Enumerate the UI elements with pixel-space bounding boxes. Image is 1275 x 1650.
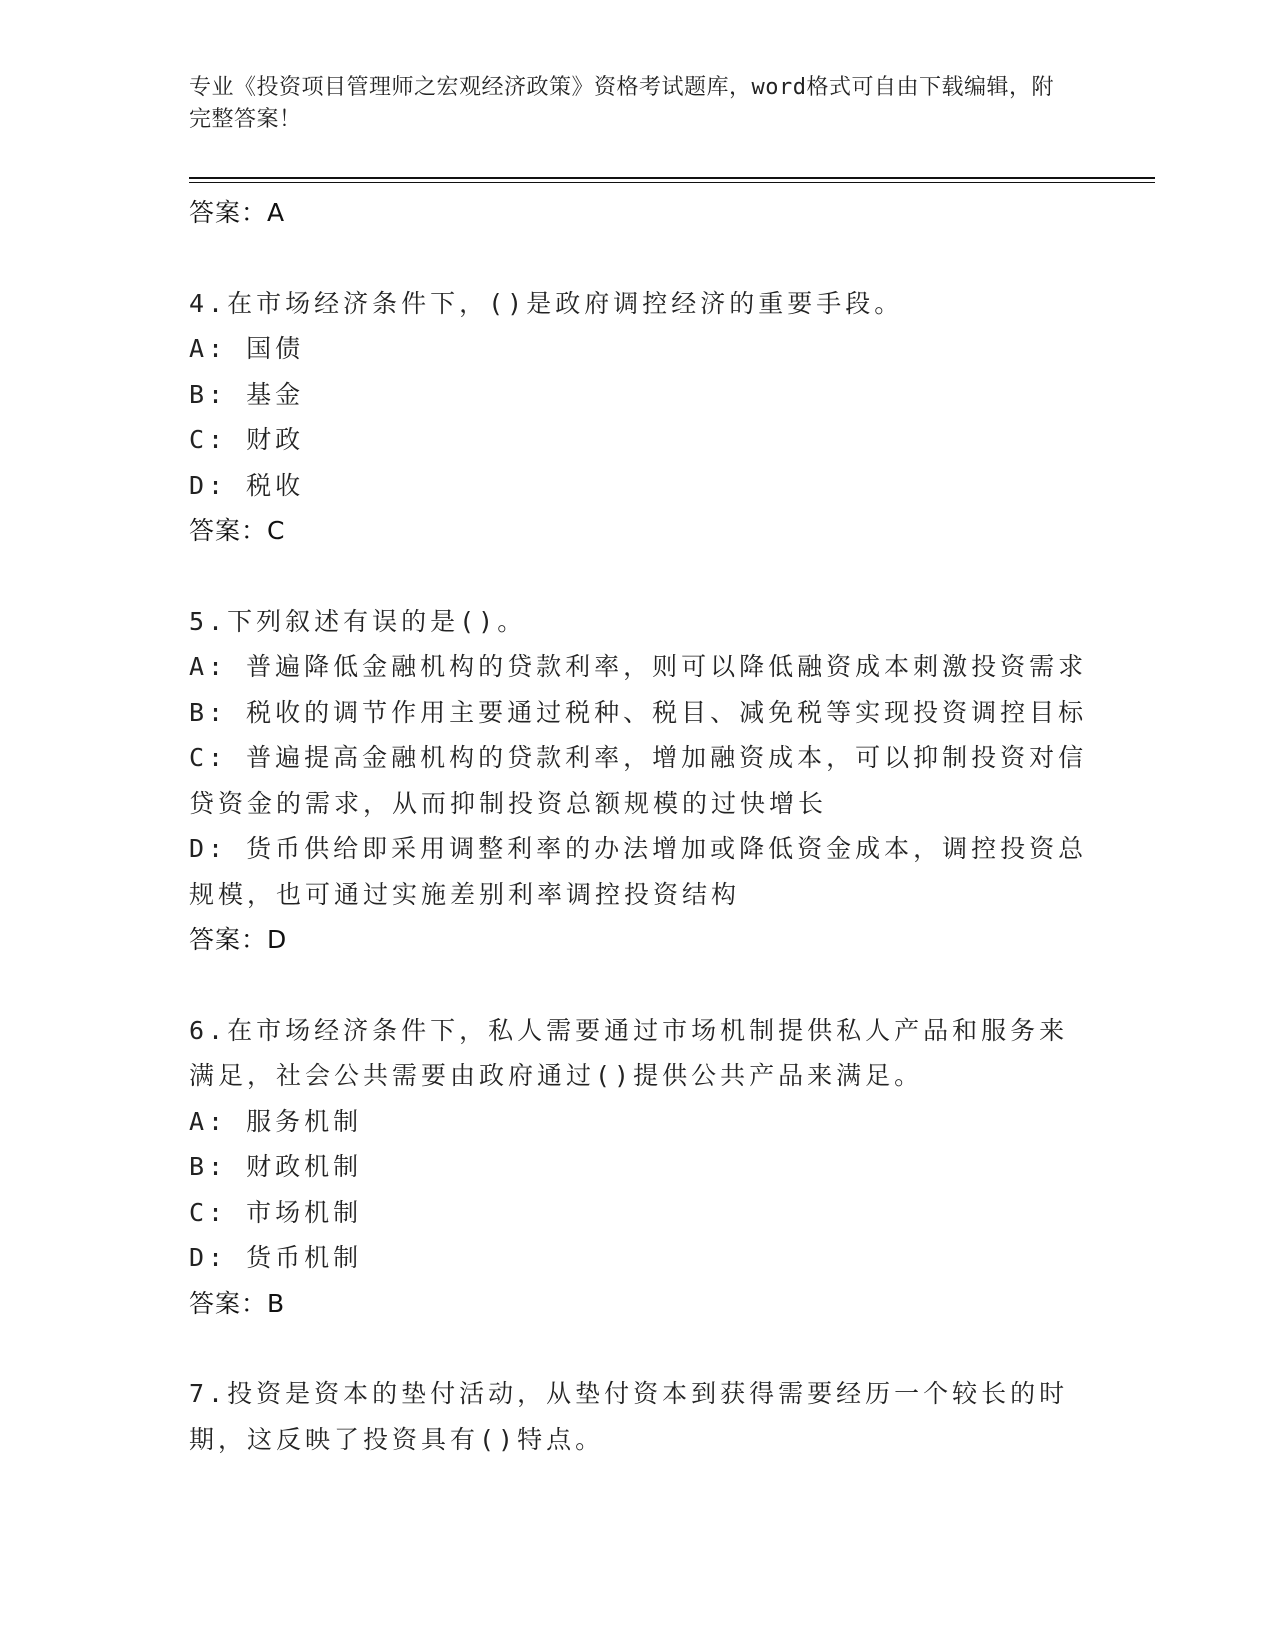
question-block	[189, 1008, 1089, 1327]
answer-line: 答案：C	[189, 516, 286, 545]
option-a: A: 服务机制	[189, 1106, 363, 1136]
header-rule-thick	[189, 177, 1155, 179]
option-a: A: 普遍降低金融机构的贷款利率，则可以降低融资成本刺激投资需求	[189, 652, 1088, 681]
spacer	[189, 1326, 1089, 1371]
option-a: A: 国债	[189, 334, 305, 363]
question-stem: 5.下列叙述有误的是()。	[189, 606, 527, 636]
option-d: D: 货币机制	[189, 1243, 363, 1272]
answer-line: 答案：D	[189, 925, 288, 954]
answer-line: 答案：B	[189, 1288, 286, 1318]
option-b: B: 财政机制	[189, 1152, 363, 1181]
option-c: C: 财政	[189, 425, 305, 454]
document-header: 专业《投资项目管理师之宏观经济政策》资格考试题库，word格式可自由下载编辑，附完整答案！	[189, 75, 1054, 132]
question-stem: 6.在市场经济条件下，私人需要通过市场机制提供私人产品和服务来满足，社会公共需要由政府通过()提供公共产品来满足。	[189, 1015, 1069, 1090]
option-b: B: 税收的调节作用主要通过税种、税目、减免税等实现投资调控目标	[189, 697, 1088, 727]
question-list	[189, 190, 1089, 1462]
question-stem: 7.投资是资本的垫付活动，从垫付资本到获得需要经历一个较长的时期，这反映了投资具有()特点。	[189, 1379, 1069, 1454]
spacer	[189, 963, 1089, 1008]
option-d: D: 货币供给即采用调整利率的办法增加或降低资金成本，调控投资总规模，也可通过实施差别利率调控投资结构	[189, 834, 1088, 909]
question-block	[189, 281, 1089, 554]
option-b: B: 基金	[189, 379, 305, 409]
option-c: C: 市场机制	[189, 1197, 363, 1227]
option-c: C: 普遍提高金融机构的贷款利率，增加融资成本，可以抑制投资对信贷资金的需求，从而抑制投资总额规模的过快增长	[189, 743, 1088, 818]
header-rule-thin	[189, 182, 1155, 183]
spacer	[189, 554, 1089, 599]
answer-line: 答案：A	[189, 198, 286, 227]
question-stem: 4.在市场经济条件下，()是政府调控经济的重要手段。	[189, 288, 904, 318]
option-d: D: 税收	[189, 470, 305, 500]
question-block	[189, 1371, 1089, 1462]
question-block	[189, 599, 1089, 963]
spacer	[189, 236, 1089, 281]
